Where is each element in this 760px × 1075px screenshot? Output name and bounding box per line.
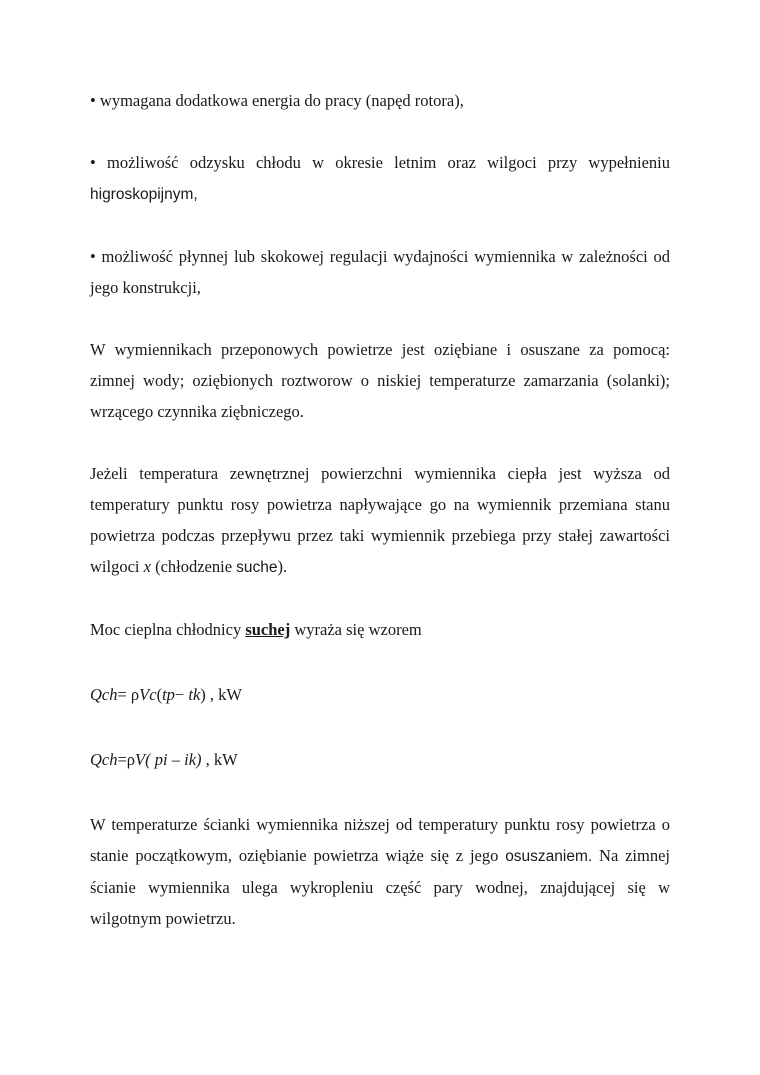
f1-paren-open: ( (156, 685, 163, 704)
variable-x: x (143, 557, 151, 576)
f2-lhs: Qch (90, 750, 118, 769)
f2-pi: pi (154, 750, 168, 769)
jezeli-text: Jeżeli temperatura zewnętrznej powierzchni wymiennika ciepła jest wyższa od temperatury punktu rosy powietrza napływające go na wymiennik przemiana stanu powietrza podczas przepływu przez taki wymiennik przebiega przy stałej zawartości wilgoci (90, 464, 670, 576)
bullet-odzysk-text: • możliwość odzysku chłodu w okresie letnim oraz wilgoci przy wypełnieniu (90, 153, 670, 172)
jezeli-text-2: (chłodzenie (150, 557, 237, 576)
jezeli-text-3: ). (277, 557, 288, 576)
paragraph-scianki (90, 809, 670, 934)
f1-unit: , kW (205, 685, 242, 704)
paragraph-przeponowe: W wymiennikach przeponowych powietrze jest oziębiane i osuszane za pomocą: zimnej wody; oziębionych roztworow o niskiej temperaturze zamarzania (solanki); wrzącego czynnika ziębniczego. (90, 340, 670, 421)
f1-tp: tp (162, 685, 175, 704)
moc-text-before: Moc cieplna chłodnicy (90, 620, 246, 639)
f2-v: V (135, 750, 146, 769)
f2-unit: , kW (201, 750, 238, 769)
moc-text-after: wyraża się wzorem (290, 620, 422, 639)
word-osuszaniem: osuszaniem. (505, 848, 593, 865)
f1-eq: = ρ (117, 685, 140, 704)
f2-dash: – (167, 750, 185, 769)
formula-2 (90, 744, 670, 775)
scianki-text-2: Na zimnej ścianie wymiennika ulega wykropleniu część pary wodnej, znajdującej się w wilgotnym powietrzu. (90, 846, 671, 928)
scianki-text-1: W temperaturze ścianki wymiennika niższej od temperatury punktu rosy powietrza o stanie początkowym, oziębianie powietrza wiąże się z jego (90, 815, 670, 865)
f1-tk: tk (188, 685, 201, 704)
f1-vc: Vc (139, 685, 157, 704)
f2-eq: =ρ (117, 750, 136, 769)
paragraph-jezeli (90, 458, 670, 583)
bullet-odzysk-tail: higroskopijnym, (90, 186, 198, 203)
bullet-odzysk (90, 147, 670, 210)
f2-ik: ik (184, 750, 197, 769)
bullet-regulacja: • możliwość płynnej lub skokowej regulacji wydajności wymiennika w zależności od jego konstrukcji, (90, 247, 670, 297)
f1-paren-close: ) (200, 685, 206, 704)
f1-minus: − (174, 685, 189, 704)
word-suche: suche (236, 559, 278, 576)
f2-paren-close: ) (196, 750, 202, 769)
document-page (90, 85, 670, 934)
f2-paren-open: ( (145, 750, 155, 769)
f1-lhs: Qch (90, 685, 118, 704)
formula-1 (90, 679, 670, 710)
bullet-energia: • wymagana dodatkowa energia do pracy (napęd rotora), (90, 91, 464, 110)
moc-bold-suchej: suchej (245, 620, 291, 639)
paragraph-moc (90, 614, 670, 645)
